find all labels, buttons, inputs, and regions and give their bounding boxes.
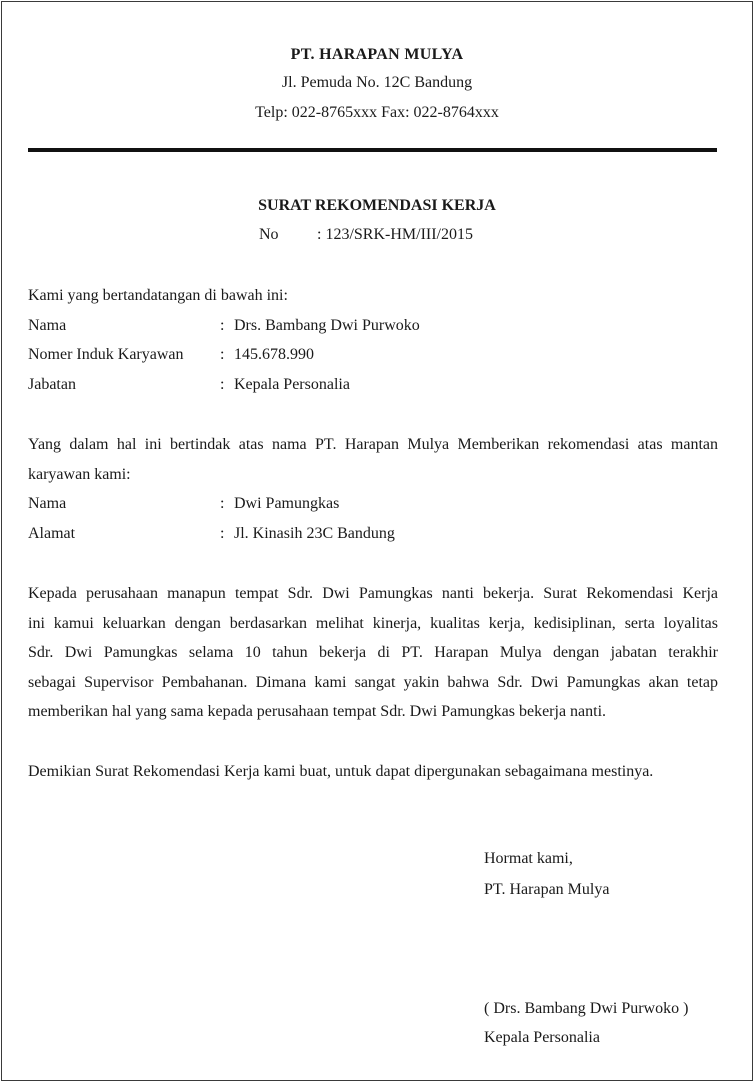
- company-name: PT. HARAPAN MULYA: [290, 46, 464, 63]
- signatory-field-row: [28, 317, 420, 335]
- company-address: Jl. Pemuda No. 12C Bandung: [281, 74, 473, 91]
- signatory-position: Kepala Personalia: [484, 1029, 600, 1046]
- letter-number-value: : 123/SRK-HM/III/2015: [317, 226, 473, 243]
- letter-number: [259, 226, 473, 244]
- paragraph-line: Sdr. Dwi Pamungkas selama 10 tahun bekerja di PT. Harapan Mulya dengan jabatan terakhir: [28, 644, 718, 661]
- recommendation-intro: [28, 430, 718, 489]
- field-label: Jabatan: [28, 376, 76, 393]
- field-colon: :: [220, 525, 225, 542]
- recommendee-field-row: [28, 525, 395, 543]
- paragraph-line: Yang dalam hal ini bertindak atas nama PT. Harapan Mulya Memberikan rekomendasi atas mantan: [28, 436, 718, 453]
- letterhead-divider: [28, 148, 717, 152]
- field-colon: :: [220, 346, 225, 363]
- letter-title: SURAT REKOMENDASI KERJA: [258, 197, 496, 214]
- field-value: Jl. Kinasih 23C Bandung: [234, 525, 395, 542]
- letter-number-label: No: [259, 226, 279, 243]
- signatory-intro: Kami yang bertandatangan di bawah ini:: [28, 287, 288, 304]
- paragraph-line: ini kamui keluarkan dengan berdasarkan melihat kinerja, kualitas kerja, kedisiplinan, serta loyalitas: [28, 614, 718, 632]
- closing-statement: Demikian Surat Rekomendasi Kerja kami buat, untuk dapat dipergunakan sebagaimana mestinya.: [28, 763, 654, 780]
- paragraph-line: Kepada perusahaan manapun tempat Sdr. Dwi Pamungkas nanti bekerja. Surat Rekomendasi Kerja: [28, 585, 718, 602]
- field-value: Drs. Bambang Dwi Purwoko: [234, 317, 420, 334]
- field-label: Alamat: [28, 525, 76, 542]
- signature-salutation: Hormat kami,: [484, 850, 573, 867]
- field-colon: :: [220, 376, 225, 393]
- field-colon: :: [220, 495, 225, 512]
- field-value: Dwi Pamungkas: [234, 495, 340, 512]
- field-label: Nomer Induk Karyawan: [28, 346, 184, 363]
- field-value: Kepala Personalia: [234, 376, 350, 393]
- paragraph-line: karyawan kami:: [28, 465, 131, 483]
- recommendee-field-row: [28, 495, 339, 513]
- paragraph-line: memberikan hal yang sama kepada perusahaan tempat Sdr. Dwi Pamungkas bekerja nanti.: [28, 703, 607, 720]
- signatory-name: ( Drs. Bambang Dwi Purwoko ): [484, 1000, 689, 1017]
- body-paragraph: [28, 579, 718, 727]
- signatory-field-row: [28, 376, 350, 394]
- signatory-field-row: [28, 346, 314, 364]
- company-contact: Telp: 022-8765xxx Fax: 022-8764xxx: [255, 104, 499, 121]
- signature-company: PT. Harapan Mulya: [484, 881, 610, 898]
- field-label: Nama: [28, 317, 67, 334]
- field-value: 145.678.990: [234, 346, 314, 363]
- paragraph-line: sebagai Supervisor Pembahanan. Dimana kami sangat yakin bahwa Sdr. Dwi Pamungkas akan tetap: [28, 673, 718, 691]
- letter-page: [1, 1, 753, 1081]
- field-label: Nama: [28, 495, 67, 512]
- field-colon: :: [220, 317, 225, 334]
